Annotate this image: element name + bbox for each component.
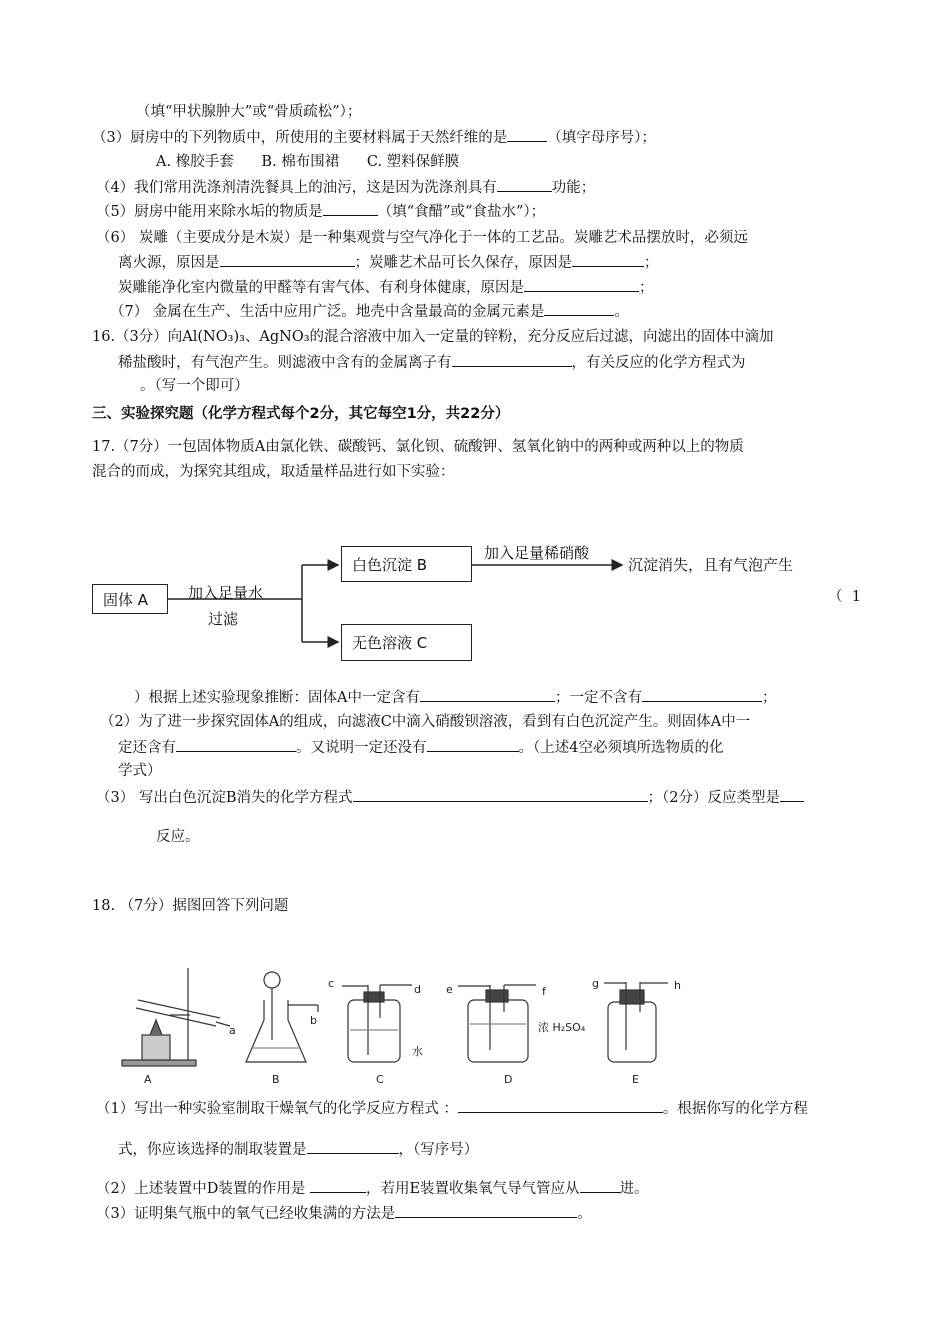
flow-step2: 加入足量稀硝酸 bbox=[484, 544, 590, 562]
blank[interactable] bbox=[420, 687, 555, 702]
q18-part-2: （2）上述装置中D装置的作用是 ，若用E装置收集氧气导气管应从 进。 bbox=[96, 1178, 649, 1199]
blank[interactable] bbox=[642, 687, 762, 702]
q15-line-5: （5）厨房中能用来除水垢的物质是 （填“食醋”或“食盐水”）； bbox=[96, 201, 545, 222]
flow-result: 沉淀消失，且有气泡产生 bbox=[628, 556, 794, 574]
flow-step1-bottom: 过滤 bbox=[208, 610, 239, 628]
blank[interactable] bbox=[572, 252, 644, 267]
apparatus-label-d: D bbox=[504, 1073, 513, 1086]
flow-solid-a: 固体 A bbox=[92, 584, 168, 614]
blank[interactable] bbox=[544, 301, 614, 316]
apparatus-b bbox=[246, 972, 318, 1062]
apparatus-label-b: B bbox=[272, 1073, 280, 1086]
q16-line-3: 。（写一个即可） bbox=[140, 378, 249, 394]
q17-line-2: 混合的而成，为探究其组成，取适量样品进行如下实验： bbox=[92, 464, 455, 480]
q15-options: A. 橡胶手套 B. 棉布围裙 C. 塑料保鲜膜 bbox=[156, 154, 460, 170]
q18-part-3: （3）证明集气瓶中的氧气已经收集满的方法是 。 bbox=[96, 1203, 592, 1224]
q17-part-3: （3） 写出白色沉淀B消失的化学方程式 ；（2分）反应类型是 bbox=[96, 787, 804, 808]
water-label: 水 bbox=[412, 1045, 423, 1058]
port-label-c: c bbox=[328, 977, 335, 990]
q17-line-1: 17.（7分）一包固体物质A由氯化铁、碳酸钙、氯化钡、硫酸钾、氢氧化钠中的两种或两种以上的物质 bbox=[92, 439, 744, 455]
q18-part-1-cont: 式，你应该选择的制取装置是 ，（写序号） bbox=[118, 1139, 478, 1160]
apparatus-a bbox=[122, 968, 230, 1066]
flow-precipitate-b: 白色沉淀 B bbox=[341, 546, 472, 582]
blank[interactable] bbox=[307, 1139, 399, 1154]
port-label-b: b bbox=[310, 1014, 317, 1027]
q15-line-4: （4）我们常用洗涤剂清洗餐具上的油污，这是因为洗涤剂具有 功能； bbox=[96, 177, 595, 198]
blank[interactable] bbox=[395, 1203, 577, 1218]
apparatus-e bbox=[604, 982, 668, 1062]
q15-line-3: （3）厨房中的下列物质中，所使用的主要材料属于天然纤维的是 （填字母序号）； bbox=[92, 127, 656, 148]
q15-line-6: （6） 炭雕（主要成分是木炭）是一种集观赏与空气净化于一体的工艺品。炭雕艺术品摆放时，必须远 bbox=[96, 230, 748, 246]
apparatus-label-e: E bbox=[632, 1073, 639, 1086]
port-label-f: f bbox=[542, 985, 546, 998]
q18-part-1: （1）写出一种实验室制取干燥氧气的化学反应方程式 ： 。根据你写的化学方程 bbox=[96, 1098, 808, 1119]
blank[interactable] bbox=[427, 737, 519, 752]
blank[interactable] bbox=[353, 787, 648, 802]
q15-line-9: （7） 金属在生产、生活中应用广泛。地壳中含量最高的金属元素是 。 bbox=[110, 301, 629, 322]
apparatus-c bbox=[342, 985, 412, 1062]
blank[interactable] bbox=[458, 1098, 663, 1113]
port-label-g: g bbox=[592, 977, 599, 990]
blank[interactable] bbox=[176, 737, 296, 752]
blank[interactable] bbox=[310, 1178, 366, 1193]
q17-part-2-line-1: （2）为了进一步探究固体A的组成，向滤液C中滴入硝酸钡溶液，看到有白色沉淀产生。则固体A中一 bbox=[100, 714, 751, 730]
q17-part-3-end: 反应。 bbox=[156, 829, 200, 845]
flow-solution-c: 无色溶液 C bbox=[341, 624, 472, 661]
q18-title: 18. （7分）据图回答下列问题 bbox=[92, 898, 289, 914]
apparatus-d bbox=[458, 985, 536, 1062]
q17-part-2-line-2: 定还含有 。又说明一定还没有 。（上述4空必须填所选物质的化 bbox=[118, 737, 723, 758]
q17-part-1: ）根据上述实验现象推断：固体A中一定含有 ；一定不含有 ； bbox=[134, 687, 776, 708]
q16-line-2: 稀盐酸时，有气泡产生。则滤液中含有的金属离子有 ，有关反应的化学方程式为 bbox=[118, 352, 746, 373]
section-title: 三、实验探究题（化学方程式每个2分，其它每空1分，共22分） bbox=[92, 406, 510, 422]
blank[interactable] bbox=[524, 277, 639, 292]
flow-step1-top: 加入足量水 bbox=[188, 584, 264, 602]
apparatus-label-a: A bbox=[144, 1073, 152, 1086]
q17-part-2-line-3: 学式） bbox=[118, 763, 162, 779]
port-label-h: h bbox=[674, 979, 681, 992]
apparatus-label-c: C bbox=[376, 1073, 384, 1086]
blank[interactable] bbox=[580, 1178, 620, 1193]
port-label-e: e bbox=[446, 983, 453, 996]
port-label-a: a bbox=[229, 1024, 236, 1037]
blank[interactable] bbox=[220, 252, 355, 267]
port-label-d: d bbox=[414, 983, 421, 996]
blank[interactable] bbox=[452, 352, 572, 367]
q15-line-8: 炭雕能净化室内微量的甲醛等有害气体、有利身体健康，原因是 ； bbox=[118, 277, 654, 298]
q16-line-1: 16.（3分）向Al(NO₃)₃、AgNO₃的混合溶液中加入一定量的锌粉，充分反应后过滤，向滤出的固体中滴加 bbox=[92, 329, 774, 345]
acid-label: 浓 H₂SO₄ bbox=[538, 1021, 586, 1034]
blank[interactable] bbox=[323, 201, 378, 216]
blank[interactable] bbox=[497, 177, 552, 192]
q17-side-mark: （ 1 bbox=[828, 589, 861, 605]
q15-line-7: 离火源，原因是 ；炭雕艺术品可长久保存，原因是 ； bbox=[118, 252, 659, 273]
blank[interactable] bbox=[507, 127, 547, 142]
blank[interactable] bbox=[780, 787, 804, 802]
q15-line-1: （填“甲状腺肿大”或“骨质疏松”）； bbox=[136, 104, 362, 120]
